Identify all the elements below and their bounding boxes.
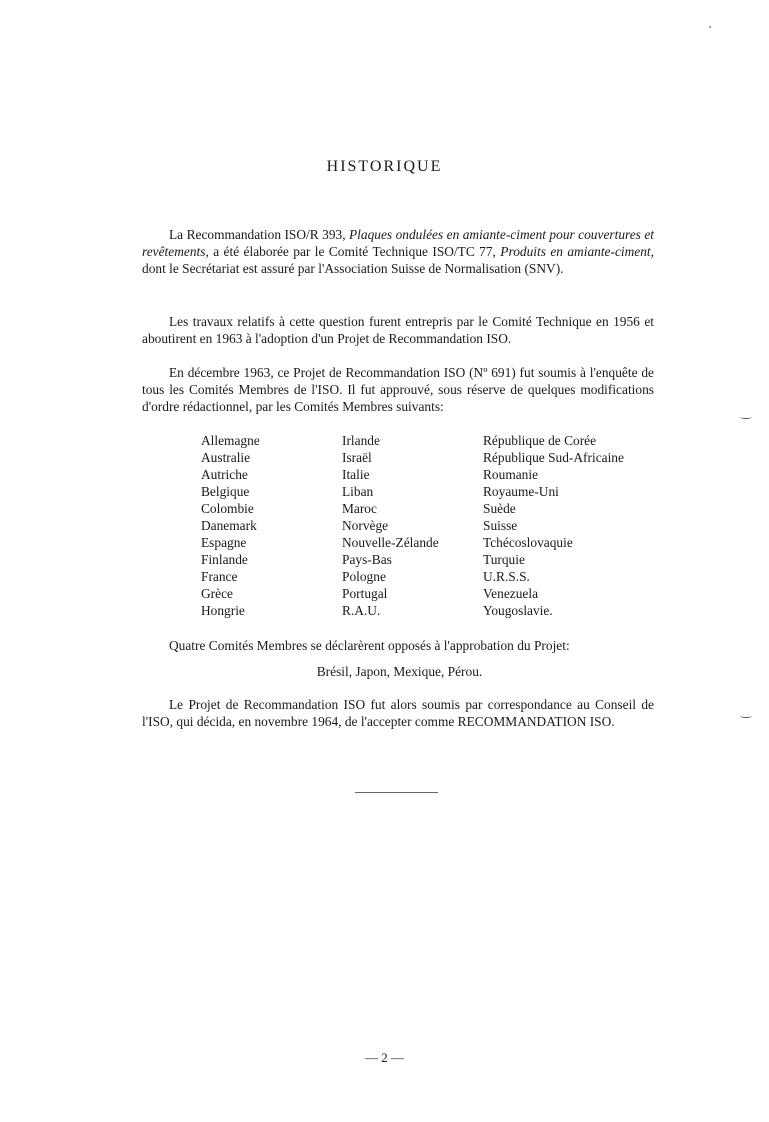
member-item: Allemagne bbox=[201, 433, 260, 448]
member-item: Roumanie bbox=[483, 467, 539, 482]
p1-text-c: dont le Secrétariat est assuré par l'Association Suisse de Normalisation (SNV). bbox=[142, 261, 564, 276]
opposed-intro: Quatre Comités Membres se déclarèrent opposés à l'approbation du Projet: bbox=[169, 638, 570, 653]
p1-italic-committee: Produits en amiante-ciment, bbox=[500, 244, 654, 259]
page-title: HISTORIQUE bbox=[326, 158, 443, 175]
member-item: Colombie bbox=[201, 501, 254, 516]
member-item: Hongrie bbox=[201, 603, 245, 618]
member-item: Espagne bbox=[201, 535, 247, 550]
member-item: Pologne bbox=[342, 569, 386, 584]
p1-text-a: La Recommandation ISO/R 393, bbox=[169, 227, 349, 242]
member-item: Venezuela bbox=[483, 586, 539, 601]
member-item: République Sud-Africaine bbox=[483, 450, 624, 465]
member-item: Liban bbox=[342, 484, 374, 499]
paragraph-recommendation-origin bbox=[142, 226, 654, 277]
member-item: Autriche bbox=[201, 467, 248, 482]
margin-mark bbox=[740, 714, 752, 718]
member-item: Norvège bbox=[342, 518, 389, 533]
member-column-2 bbox=[342, 432, 483, 619]
member-item: Finlande bbox=[201, 552, 248, 567]
member-item: Maroc bbox=[342, 501, 377, 516]
margin-mark bbox=[740, 415, 752, 419]
member-item: République de Corée bbox=[483, 433, 597, 448]
member-item: Turquie bbox=[483, 552, 525, 567]
member-item: Nouvelle-Zélande bbox=[342, 535, 439, 550]
scan-speck bbox=[709, 26, 711, 28]
member-item: Tchécoslovaquie bbox=[483, 535, 573, 550]
section-divider bbox=[355, 792, 438, 793]
member-bodies-list bbox=[201, 432, 661, 619]
p1-italic-title: Plaques ondulées en amiante-ciment pour couvertures et revêtements, bbox=[142, 227, 654, 259]
member-column-3 bbox=[483, 432, 661, 619]
member-item: Suède bbox=[483, 501, 516, 516]
member-item: Pays-Bas bbox=[342, 552, 392, 567]
member-item: France bbox=[201, 569, 238, 584]
member-item: Royaume-Uni bbox=[483, 484, 559, 499]
member-item: Irlande bbox=[342, 433, 380, 448]
p1-text-b: a été élaborée par le Comité Technique ISO/TC 77, bbox=[208, 244, 501, 259]
paragraph-work-history: Les travaux relatifs à cette question furent entrepris par le Comité Technique en 1956 et aboutirent en 1963 à l'adoption d'un Projet de Recommandation ISO. bbox=[142, 314, 654, 346]
member-item: Grèce bbox=[201, 586, 233, 601]
member-item: Danemark bbox=[201, 518, 257, 533]
opposed-members: Brésil, Japon, Mexique, Pérou. bbox=[316, 664, 483, 679]
member-item: U.R.S.S. bbox=[483, 569, 530, 584]
member-column-1 bbox=[201, 432, 342, 619]
paragraph-enquiry: En décembre 1963, ce Projet de Recommandation ISO (Nº 691) fut soumis à l'enquête de tous les Comités Membres de l'ISO. Il fut approuvé, sous réserve de quelques modifications d'ordre rédactionnel, par les Comités Membres suivants: bbox=[142, 365, 654, 414]
member-item: Israël bbox=[342, 450, 372, 465]
member-item: Belgique bbox=[201, 484, 250, 499]
member-item: Yougoslavie. bbox=[483, 603, 553, 618]
member-item: Italie bbox=[342, 467, 370, 482]
member-item: Australie bbox=[201, 450, 251, 465]
member-item: Suisse bbox=[483, 518, 518, 533]
paragraph-council-decision: Le Projet de Recommandation ISO fut alors soumis par correspondance au Conseil de l'ISO, qui décida, en novembre 1964, de l'accepter comme RECOMMANDATION ISO. bbox=[142, 697, 654, 729]
member-item: Portugal bbox=[342, 586, 388, 601]
member-item: R.A.U. bbox=[342, 603, 381, 618]
page-number: — 2 — bbox=[365, 1050, 404, 1065]
